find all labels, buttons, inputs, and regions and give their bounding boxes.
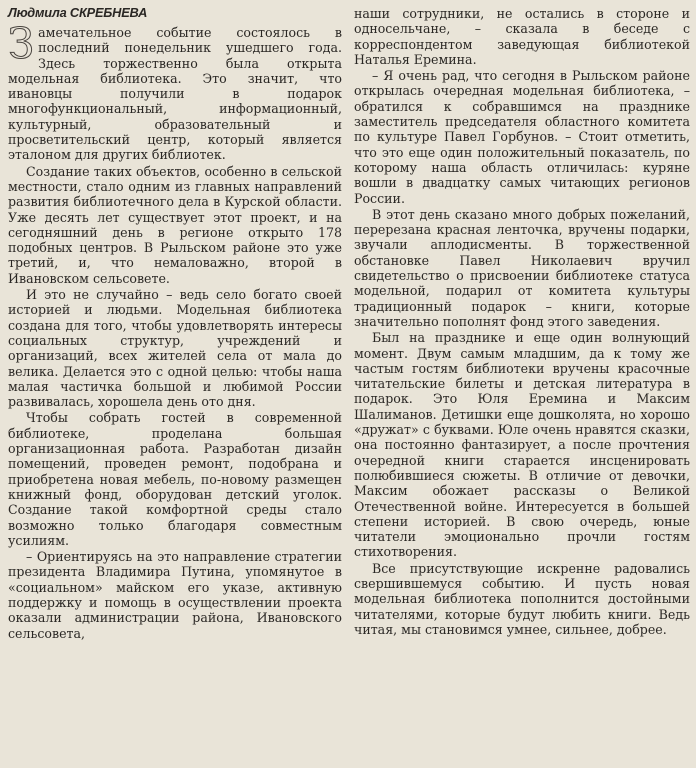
paragraph-5-continuation: наши сотрудники, не остались в стороне и односельчане, – сказала в беседе с корреспондентом заведующая библиотекой Наталья Еремина.: [354, 6, 690, 67]
drop-cap-letter: З: [8, 19, 35, 68]
paragraph-9: Все присутствующие искренне радовались свершившемуся событию. И пусть новая модельная библиотека пополнится достойными читателями, которые будут любить книги. Ведь читая, мы становимся умнее, сильнее, добрее.: [354, 560, 690, 637]
article-columns: [8, 5, 690, 641]
paragraph-3: И это не случайно – ведь село богато своей историей и людьми. Модельная библиотека создана для того, чтобы удовлетворять интересы социальных структур, учреждений и организаций, всех жителей села от мала до велика. Делается это с одной целью: чтобы наша малая частичка большой и любимой России развивалась, хорошела день ото дня.: [8, 287, 342, 410]
author-byline: Людмила СКРЕБНЕВА: [8, 5, 148, 20]
paragraph-5: – Ориентируясь на это направление стратегии президента Владимира Путина, упомянутое в «социальном» майском его указе, активную поддержку и помощь в осуществлении проекта оказали администрации района, Ивановского сельсовета,: [8, 549, 342, 641]
paragraph-7: В этот день сказано много добрых пожеланий, перерезана красная ленточка, вручены подарки, звучали аплодисменты. В торжественной обстановке Павел Николаевич вручил свидетельство о присвоении библиотеке статуса модельной, подарил от комитета культуры традиционный подарок – книги, которые значительно пополнят фонд этого заведения.: [354, 206, 690, 329]
paragraph-8: Был на празднике и еще один волнующий момент. Двум самым младшим, да к тому же частым гостям библиотеки вручены красочные читательские билеты и детская литература в подарок. Это Юля Еремина и Максим Шалиманов. Детишки еще дошколята, но хорошо «дружат» с буквами. Юле очень нравятся сказки, она постоянно фантазирует, а после прочтения очередной книги старается инсценировать полюбившиеся сюжеты. В отличие от девочки, Максим обожает рассказы о Великой Отечественной войне. Интересуется в большей степени историей. В свою очередь, юные читатели эмоционально прочли гостям стихотворения.: [354, 330, 690, 560]
paragraph-6: – Я очень рад, что сегодня в Рыльском районе открылась очередная модельная библиотека, – обратился к собравшимся на празднике заместитель председателя областного комитета по культуре Павел Горбунов. – Стоит отметить, что это еще один положительный показатель, по которому наша область отличилась: куряне вошли в двадцатку самых читающих регионов России.: [354, 68, 690, 206]
right-column: [354, 5, 690, 641]
paragraph-1-text: амечательное событие состоялось в последний понедельник ушедшего года. Здесь торжественно была открыта модельная библиотека. Это значит, что ивановцы получили в подарок многофункциональный, информационный, культурный, образовательный и просветительский центр, который является эталоном для других библиотек.: [8, 25, 342, 163]
paragraph-2: Создание таких объектов, особенно в сельской местности, стало одним из главных направлений развития библиотечного дела в Курской области. Уже десять лет существует этот проект, и на сегодняшний день в регионе открыто 178 подобных центров. В Рыльском районе это уже третий, и, что немаловажно, второй в Ивановском сельсовете.: [8, 163, 342, 286]
left-column: [8, 5, 342, 641]
paragraph-1: [8, 19, 342, 163]
paragraph-4: Чтобы собрать гостей в современной библиотеке, проделана большая организационная работа. Разработан дизайн помещений, проведен ремонт, подобрана и приобретена новая мебель, по-новому размещен книжный фонд, оборудован детский уголок. Создание такой комфортной среды стало возможно только благодаря совместным усилиям.: [8, 410, 342, 548]
